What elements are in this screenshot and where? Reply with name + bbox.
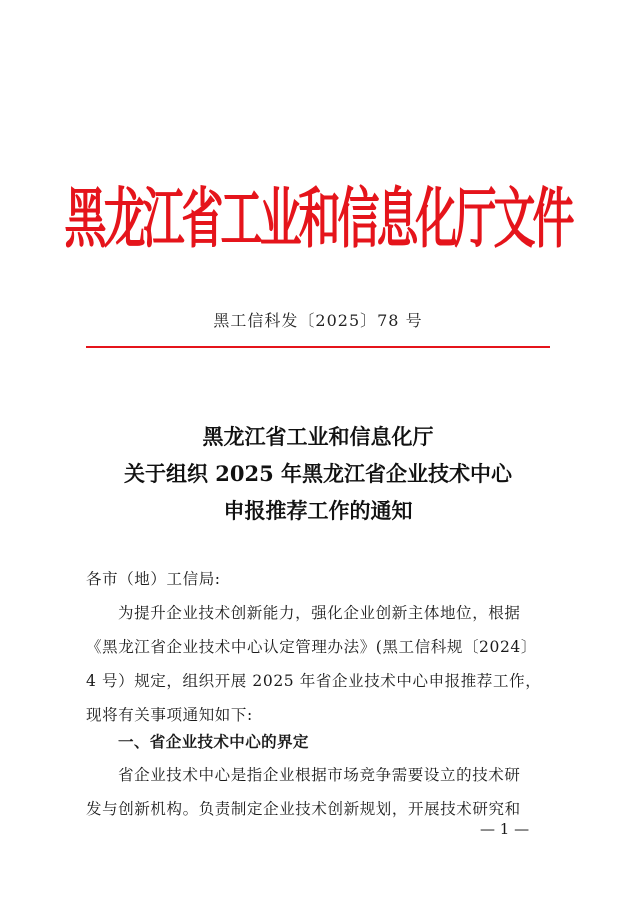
section-1-heading: 一、省企业技术中心的界定 [118,733,309,751]
paragraph-1-line-3: 4 号）规定，组织开展 2025 年省企业技术中心申报推荐工作， [86,672,542,690]
title-line-3: 申报推荐工作的通知 [223,498,413,523]
title-line-2: 关于组织 2025 年黑龙江省企业技术中心 [123,461,513,486]
paragraph-1-line-4: 现将有关事项通知如下: [86,706,253,724]
paragraph-1-line-2: 《黑龙江省企业技术中心认定管理办法》(黑工信科规〔2024〕 [86,638,537,656]
paragraph-2-line-1: 省企业技术中心是指企业根据市场竞争需要设立的技术研 [118,766,521,784]
paragraph-1-line-1: 为提升企业技术创新能力，强化企业创新主体地位，根据 [118,604,521,622]
red-separator-line [86,346,550,348]
document-number: 黑工信科发〔2025〕78 号 [213,311,423,330]
paragraph-2-line-2: 发与创新机构。负责制定企业技术创新规划，开展技术研究和 [86,800,521,818]
document-masthead: 黑龙江省工业和信息化厅文件 [64,180,572,257]
title-line-1: 黑龙江省工业和信息化厅 [202,424,434,449]
page-number: — 1 — [480,820,530,838]
addressee: 各市（地）工信局: [86,570,221,588]
